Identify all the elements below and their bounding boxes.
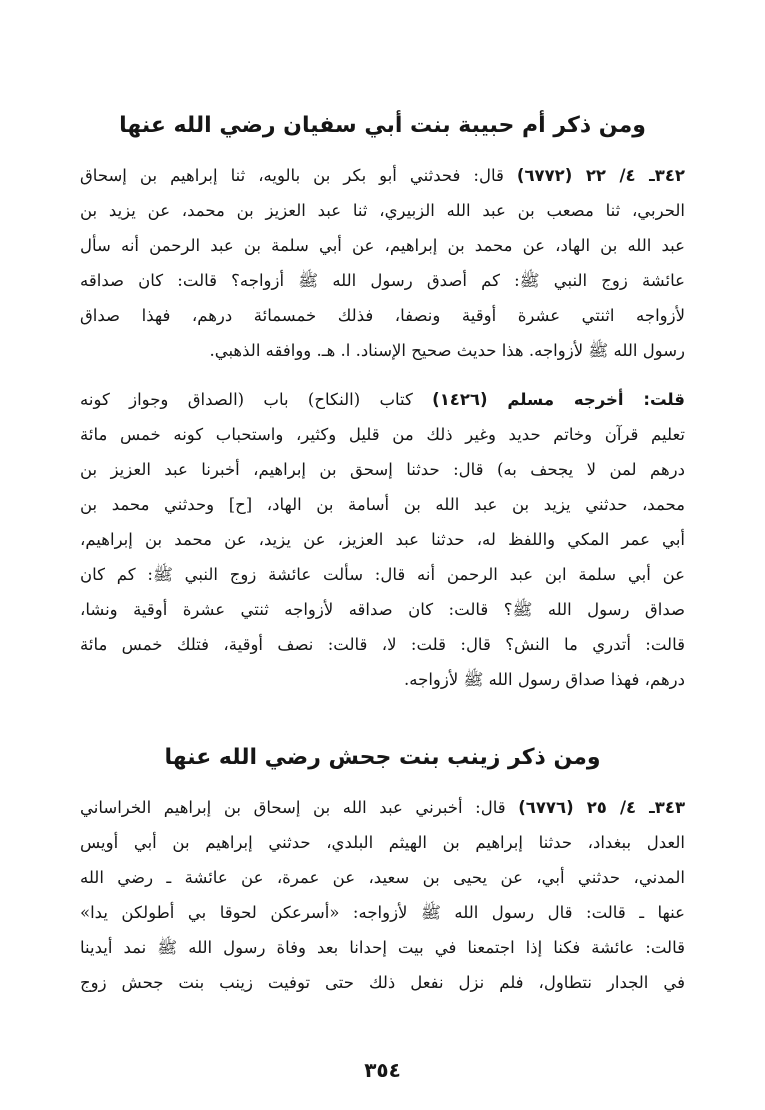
hadith-number-ref: ٣٤٣ـ ٤/ ٢٥ (٦٧٧٦) xyxy=(518,798,685,817)
text-line: الحربي، ثنا مصعب بن عبد الله الزبيري، ثنا عبد العزيز بن محمد، عن يزيد بن xyxy=(80,201,685,220)
text-line: درهم، فهذا صداق رسول الله ﷺ لأزواجه. xyxy=(404,670,685,689)
text-line: رسول الله ﷺ لأزواجه. هذا حديث صحيح الإسناد. ا. هـ. ووافقه الذهبي. xyxy=(209,341,685,360)
text-line: المدني، حدثني أبي، عن يحيى بن سعيد، عن عمرة، عن عائشة ـ رضي الله xyxy=(80,868,685,887)
hadith-number-ref: ٣٤٢ـ ٤/ ٢٢ (٦٧٧٢) xyxy=(516,166,685,185)
text-line: ٣٤٢ـ ٤/ ٢٢ (٦٧٧٢) قال: فحدثني أبو بكر بن بالويه، ثنا إبراهيم بن إسحاق xyxy=(80,166,685,185)
text-line: عن أبي سلمة ابن عبد الرحمن أنه قال: سألت عائشة زوج النبي ﷺ: كم كان xyxy=(80,565,685,584)
hadith-342 xyxy=(80,158,685,368)
text-line: لأزواجه اثنتي عشرة أوقية ونصفا، فذلك خمسمائة درهم، فهذا صداق xyxy=(80,306,685,325)
text-line: أبي عمر المكي واللفظ له، حدثنا عبد العزيز، عن يزيد، عن محمد بن إبراهيم، xyxy=(80,530,685,549)
text-line: محمد، حدثني يزيد بن عبد الله بن أسامة بن الهاد، [ح] وحدثني محمد بن xyxy=(80,495,685,514)
section-heading-umm-habiba: ومن ذكر أم حبيبة بنت أبي سفيان رضي الله عنها xyxy=(119,113,646,138)
text-line: قالت: عائشة فكنا إذا اجتمعنا في بيت إحدانا بعد وفاة رسول الله ﷺ نمد أيدينا xyxy=(80,938,685,957)
text-line: قالت: أتدري ما النش؟ قال: قلت: لا، قالت: نصف أوقية، فتلك خمس مائة xyxy=(80,635,685,654)
hadith-343 xyxy=(80,790,685,1000)
section-heading-zaynab: ومن ذكر زينب بنت جحش رضي الله عنها xyxy=(164,745,601,770)
text-line: تعليم قرآن وخاتم حديد وغير ذلك من قليل وكثير، واستحباب كونه خمس مائة xyxy=(80,425,685,444)
text-line: درهم لمن لا يجحف به) قال: حدثنا إسحق بن إبراهيم، أخبرنا عبد العزيز بن xyxy=(80,460,685,479)
text-line: في الجدار نتطاول، فلم نزل نفعل ذلك حتى توفيت زينب بنت جحش زوج xyxy=(80,973,685,992)
text-line: عنها ـ قالت: قال رسول الله ﷺ لأزواجه: «أسرعكن لحوقا بي أطولكن يدا» xyxy=(80,903,685,922)
text-line: ٣٤٣ـ ٤/ ٢٥ (٦٧٧٦) قال: أخبرني عبد الله بن إسحاق بن إبراهيم الخراساني xyxy=(80,798,685,817)
commentary-note xyxy=(80,382,685,697)
text-line: عبد الله بن الهاد، عن محمد بن إبراهيم، عن أبي سلمة بن عبد الرحمن أنه سأل xyxy=(80,236,685,255)
text-line: العدل ببغداد، حدثنا إبراهيم بن الهيثم البلدي، حدثني إبراهيم بن أبي أويس xyxy=(80,833,685,852)
text-line: عائشة زوج النبي ﷺ: كم أصدق رسول الله ﷺ أزواجه؟ قالت: كان صداقه xyxy=(80,271,685,290)
note-lead: قلت: أخرجه مسلم (١٤٢٦) xyxy=(432,390,685,409)
page-number: ٣٥٤ xyxy=(364,1058,401,1082)
text-line: صداق رسول الله ﷺ؟ قالت: كان صداقه لأزواجه ثنتي عشرة أوقية ونشا، xyxy=(80,600,685,619)
text-line: قلت: أخرجه مسلم (١٤٢٦) كتاب (النكاح) باب (الصداق وجواز كونه xyxy=(80,390,685,409)
